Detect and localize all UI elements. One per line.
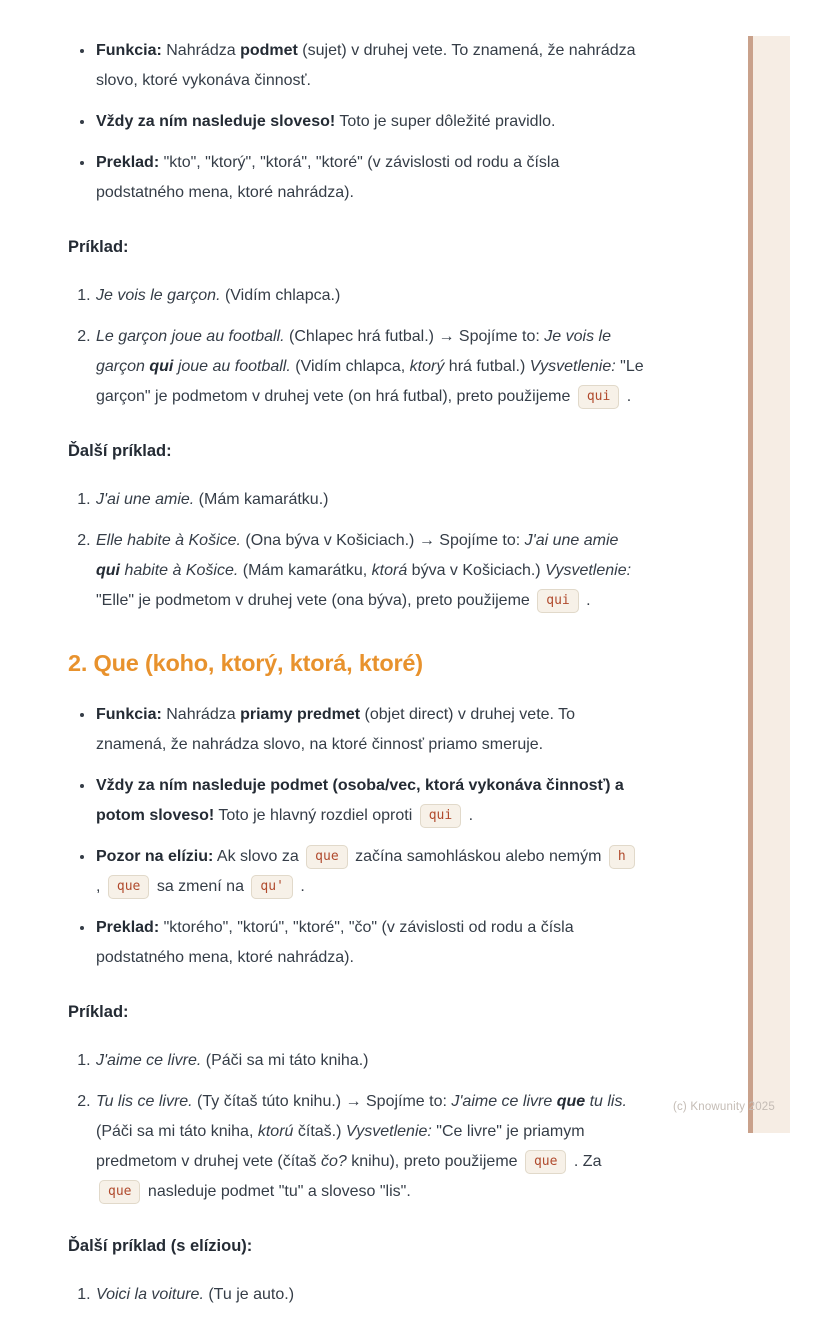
list-item (95, 771, 644, 831)
text-run: habite à Košice. (120, 562, 239, 579)
list-item (95, 1280, 644, 1310)
text-run: (Páči sa mi táto kniha, (96, 1123, 258, 1140)
text-run: . (581, 592, 591, 609)
text-run: J'ai une amie. (96, 491, 195, 508)
text-run: (Vidím chlapca, (290, 358, 410, 375)
text-run: . (622, 388, 632, 405)
text-run: Vysvetlenie: (529, 358, 616, 375)
text-run: čo? (320, 1153, 347, 1170)
text-run: tu lis. (585, 1093, 627, 1110)
text-run: (Páči sa mi táto kniha.) (201, 1052, 369, 1069)
list-item (95, 842, 644, 902)
text-run: joue au football. (173, 358, 291, 375)
text-run: . Za (569, 1153, 602, 1170)
list-item (95, 485, 644, 515)
text-run: (Vidím chlapca.) (220, 287, 341, 304)
text-run: Funkcia: (96, 706, 162, 723)
list-item (95, 281, 644, 311)
text-run: que (556, 1093, 586, 1110)
text-run: Vždy za ním nasleduje sloveso! (96, 113, 336, 130)
text-run: priamy predmet (240, 706, 361, 723)
text-run: Ak slovo za (213, 848, 304, 865)
text-run: . (464, 807, 474, 824)
inline-code-badge: que (99, 1180, 140, 1204)
text-run: Je vois le garçon (96, 328, 611, 375)
text-run: čítaš.) (293, 1123, 346, 1140)
text-run: "Le garçon" je podmetom v druhej vete (on hrá futbal), preto použijeme (96, 358, 644, 405)
list-item (95, 700, 644, 760)
elision-example-heading: Ďalší príklad (s elíziou): (68, 1237, 253, 1255)
example-heading: Príklad: (68, 238, 129, 256)
inline-code-badge: qu' (251, 875, 292, 899)
text-run: (Ona býva v Košiciach.) → Spojíme to: (240, 532, 525, 549)
text-run: (objet direct) v druhej vete. To znamená, že nahrádza slovo, na ktoré činnosť priamo smeruje. (96, 706, 576, 753)
list-item (95, 148, 644, 208)
que-section-heading: 2. Que (koho, ktorý, ktorá, ktoré) (68, 650, 423, 676)
elision-example-list (68, 1280, 644, 1310)
text-run: Preklad: (96, 919, 160, 936)
qui-rules-list (68, 36, 644, 208)
inline-code-badge: que (108, 875, 149, 899)
list-item (95, 913, 644, 973)
text-run: Vždy za ním nasleduje podmet (osoba/vec, ktorá vykonáva činnosť) a potom sloveso! (96, 777, 624, 824)
text-run: ktorý (409, 358, 445, 375)
text-run: Tu lis ce livre. (96, 1093, 193, 1110)
qui-example-list (68, 281, 644, 412)
text-run: , (96, 878, 105, 895)
text-run: Pozor na elíziu: (96, 848, 214, 865)
inline-code-badge: qui (537, 589, 578, 613)
text-run: J'ai une amie (524, 532, 619, 549)
list-item (95, 1046, 644, 1076)
text-run: Je vois le garçon. (96, 287, 221, 304)
another-example-heading: Ďalší príklad: (68, 442, 172, 460)
text-run: Nahrádza (161, 42, 241, 59)
que-example-list (68, 1046, 644, 1207)
list-item (95, 322, 644, 412)
text-run: "ktorého", "ktorú", "ktoré", "čo" (v závislosti od rodu a čísla podstatného mena, ktoré nahrádza). (96, 919, 574, 966)
text-run: začína samohláskou alebo nemým (350, 848, 606, 865)
text-run: qui (149, 358, 174, 375)
text-run: Le garçon joue au football. (96, 328, 285, 345)
text-run: Voici la voiture. (96, 1286, 204, 1303)
text-run: ktorá (371, 562, 408, 579)
list-item (95, 1087, 644, 1207)
text-run: (Tu je auto.) (203, 1286, 295, 1303)
text-run: . (295, 878, 305, 895)
text-run: Toto je super dôležité pravidlo. (335, 113, 556, 130)
text-run: "kto", "ktorý", "ktorá", "ktoré" (v závislosti od rodu a čísla podstatného mena, ktoré nahrádza). (96, 154, 560, 201)
text-run: Funkcia: (96, 42, 162, 59)
inline-code-badge: h (609, 845, 635, 869)
text-run: knihu), preto použijeme (346, 1153, 522, 1170)
text-run: nasleduje podmet "tu" a sloveso "lis". (143, 1183, 411, 1200)
text-run: Nahrádza (161, 706, 241, 723)
inline-code-badge: qui (420, 804, 461, 828)
inline-code-badge: que (306, 845, 347, 869)
text-run: (Mám kamarátku, (238, 562, 372, 579)
page-edge-decoration (748, 36, 790, 1133)
que-rules-list (68, 700, 644, 973)
example-heading-2: Príklad: (68, 1003, 129, 1021)
list-item (95, 526, 644, 616)
text-run: (Chlapec hrá futbal.) → Spojíme to: (284, 328, 545, 345)
text-run: qui (96, 562, 120, 579)
document-content (68, 36, 644, 1321)
text-run: "Ce livre" je priamym predmetom v druhej vete (čítaš (96, 1123, 585, 1170)
text-run: (sujet) v druhej vete. To znamená, že nahrádza slovo, ktoré vykonáva činnosť. (96, 42, 636, 89)
text-run: "Elle" je podmetom v druhej vete (ona býva), preto použijeme (96, 592, 535, 609)
list-item (95, 36, 644, 96)
text-run: J'aime ce livre (451, 1093, 557, 1110)
text-run: (Ty čítaš túto knihu.) → Spojíme to: (192, 1093, 452, 1110)
copyright-watermark: (c) Knowunity 2025 (672, 1101, 775, 1113)
text-run: ktorú (257, 1123, 294, 1140)
text-run: Toto je hlavný rozdiel oproti (214, 807, 417, 824)
text-run: hrá futbal.) (444, 358, 530, 375)
text-run: podmet (240, 42, 298, 59)
list-item (95, 107, 644, 137)
text-run: (Mám kamarátku.) (194, 491, 329, 508)
text-run: Vysvetlenie: (545, 562, 632, 579)
inline-code-badge: que (525, 1150, 566, 1174)
text-run: Preklad: (96, 154, 160, 171)
text-run: J'aime ce livre. (96, 1052, 202, 1069)
text-run: Vysvetlenie: (345, 1123, 432, 1140)
text-run: Elle habite à Košice. (96, 532, 241, 549)
qui-example-list-2 (68, 485, 644, 616)
text-run: býva v Košiciach.) (407, 562, 546, 579)
text-run: sa zmení na (152, 878, 249, 895)
inline-code-badge: qui (578, 385, 619, 409)
